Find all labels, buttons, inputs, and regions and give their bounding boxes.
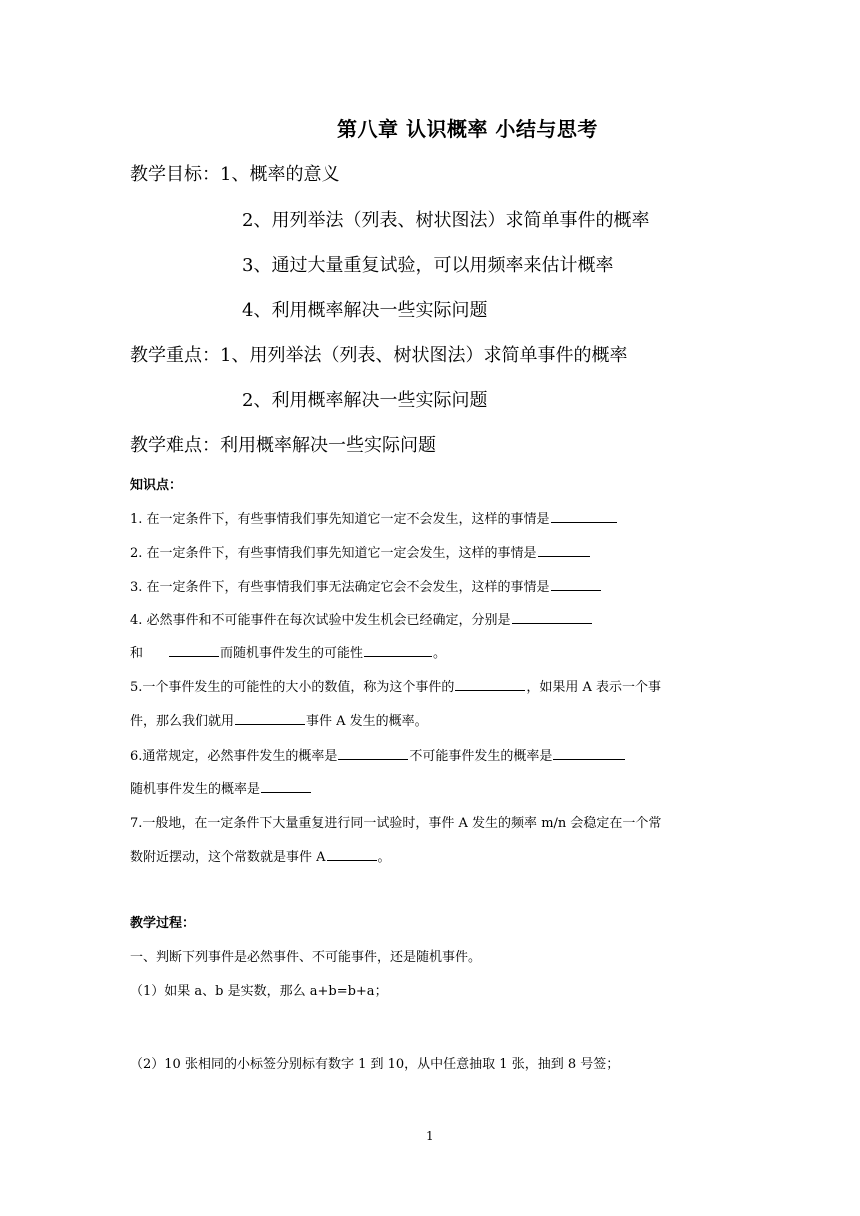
knowledge-item-5 bbox=[130, 676, 661, 695]
answer-blank[interactable] bbox=[169, 642, 219, 657]
question-text: 4. 必然事件和不可能事件在每次试验中发生机会已经确定，分别是 bbox=[130, 613, 511, 628]
knowledge-item-7-cont bbox=[130, 846, 391, 865]
answer-blank[interactable] bbox=[551, 576, 601, 591]
process-item-2: （2）10 张相同的小标签分别标有数字 1 到 10，从中任意抽取 1 张，抽到 8 号签； bbox=[130, 1057, 620, 1072]
answer-blank[interactable] bbox=[327, 846, 377, 861]
knowledge-item-6 bbox=[130, 745, 626, 764]
keypoints-row-1 bbox=[130, 341, 627, 367]
question-text: 而随机事件发生的可能性 bbox=[220, 646, 364, 661]
keypoint-item: 1、用列举法（列表、树状图法）求简单事件的概率 bbox=[220, 345, 628, 366]
process-heading: 教学过程： bbox=[130, 916, 196, 931]
goal-item: 4、利用概率解决一些实际问题 bbox=[242, 300, 488, 321]
difficulty-label: 教学难点： bbox=[130, 435, 220, 456]
knowledge-item-4-cont bbox=[130, 642, 446, 661]
knowledge-item-4 bbox=[130, 609, 593, 628]
answer-blank[interactable] bbox=[261, 778, 311, 793]
knowledge-item-6-cont bbox=[130, 778, 312, 797]
answer-blank[interactable] bbox=[538, 542, 590, 557]
knowledge-heading: 知识点： bbox=[130, 478, 183, 493]
goal-item: 3、通过大量重复试验，可以用频率来估计概率 bbox=[242, 255, 614, 276]
question-text: 事件 A 发生的概率。 bbox=[306, 714, 428, 729]
knowledge-item-7 bbox=[130, 812, 661, 831]
question-text: 1. 在一定条件下，有些事情我们事先知道它一定不会发生，这样的事情是 bbox=[130, 512, 550, 527]
answer-blank[interactable] bbox=[512, 609, 592, 624]
knowledge-item-2 bbox=[130, 542, 591, 561]
knowledge-item-5-cont bbox=[130, 710, 428, 729]
question-text: ，如果用 A 表示一个事 bbox=[526, 680, 662, 695]
question-text: 。 bbox=[433, 646, 447, 661]
question-text: 。 bbox=[377, 850, 391, 865]
question-text: 不可能事件发生的概率是 bbox=[409, 749, 553, 764]
difficulty-text: 利用概率解决一些实际问题 bbox=[220, 435, 436, 456]
answer-blank[interactable] bbox=[455, 676, 525, 691]
question-text: 和 bbox=[130, 646, 144, 661]
answer-blank[interactable] bbox=[338, 745, 408, 760]
goal-item: 2、用列举法（列表、树状图法）求简单事件的概率 bbox=[242, 210, 650, 231]
keypoint-item: 2、利用概率解决一些实际问题 bbox=[242, 390, 488, 411]
question-text: 5.一个事件发生的可能性的大小的数值，称为这个事件的 bbox=[130, 680, 455, 695]
goals-label: 教学目标： bbox=[130, 164, 220, 185]
difficulty-row bbox=[130, 431, 436, 457]
page-title: 第八章 认识概率 小结与思考 bbox=[337, 117, 598, 141]
question-text: 2. 在一定条件下，有些事情我们事先知道它一定会发生，这样的事情是 bbox=[130, 546, 537, 561]
knowledge-item-3 bbox=[130, 576, 602, 595]
answer-blank[interactable] bbox=[235, 710, 305, 725]
goal-item: 1、概率的意义 bbox=[220, 164, 340, 185]
knowledge-item-1 bbox=[130, 508, 618, 527]
process-part-1: 一、判断下列事件是必然事件、不可能事件，还是随机事件。 bbox=[130, 950, 482, 965]
goals-row-1 bbox=[130, 160, 339, 186]
question-text: 数附近摆动，这个常数就是事件 A bbox=[130, 850, 326, 865]
question-text: 3. 在一定条件下，有些事情我们事无法确定它会不会发生，这样的事情是 bbox=[130, 580, 550, 595]
question-text: 件，那么我们就用 bbox=[130, 714, 235, 729]
page-number: 1 bbox=[426, 1129, 434, 1143]
question-text: 6.通常规定，必然事件发生的概率是 bbox=[130, 749, 338, 764]
question-text: 7.一般地，在一定条件下大量重复进行同一试验时，事件 A 发生的频率 m/n 会稳定在一个常 bbox=[130, 816, 662, 831]
question-text: 随机事件发生的概率是 bbox=[130, 782, 261, 797]
answer-blank[interactable] bbox=[551, 508, 617, 523]
keypoints-label: 教学重点： bbox=[130, 345, 220, 366]
process-item-1: （1）如果 a、b 是实数，那么 a+b=b+a； bbox=[130, 984, 388, 999]
answer-blank[interactable] bbox=[364, 642, 432, 657]
answer-blank[interactable] bbox=[553, 745, 625, 760]
